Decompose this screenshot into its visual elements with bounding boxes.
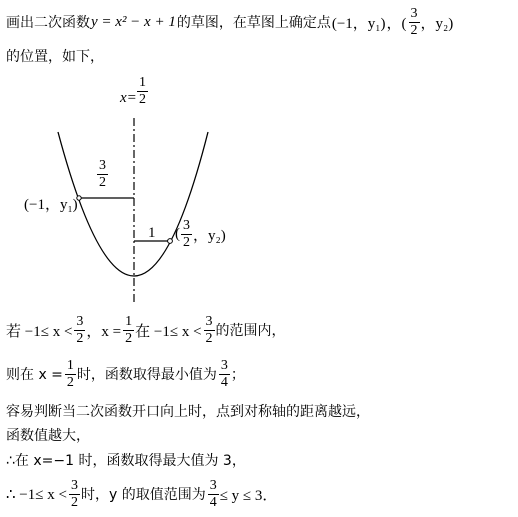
s1-text-c: 在 −1≤ x < <box>135 323 202 340</box>
s1-fraction-3 <box>204 314 215 347</box>
right-point-denominator: 2 <box>183 235 190 250</box>
right-point-marker <box>168 239 173 244</box>
left-distance-numerator: 3 <box>99 158 106 173</box>
intro-line-2: 的位置，如下， <box>6 49 104 65</box>
s6-text-a: ∴ −1≤ x < <box>6 486 67 503</box>
s1-text-b: ，x = <box>86 323 122 340</box>
s1-f1-den: 2 <box>76 330 84 346</box>
left-point-label: (−1，y₁) <box>24 197 78 213</box>
s1-fraction-2 <box>123 314 134 347</box>
point-2-tail: ，y₂) <box>420 15 454 32</box>
s1-f2-den: 2 <box>125 330 133 346</box>
s6-text-b: 时，y 的取值范围为 <box>80 487 206 503</box>
right-distance-label: 1 <box>148 225 156 241</box>
fraction-denominator: 2 <box>410 22 418 38</box>
s2-fraction-x <box>65 358 76 391</box>
intro-text-2: 的草图，在草图上确定点 <box>176 15 331 31</box>
s1-f3-den: 2 <box>205 330 213 346</box>
solution-line-1 <box>6 308 287 352</box>
s6-fx-num: 3 <box>70 477 78 493</box>
solution-line-5: ∴在 x=−1 时，函数取得最大值为 3， <box>6 453 246 469</box>
s1-f1-num: 3 <box>76 313 84 329</box>
solution-line-6 <box>6 472 278 516</box>
s2-fx-den: 2 <box>66 374 74 390</box>
s2-fraction-min <box>219 358 230 391</box>
s2-text-a: 则在 x = <box>6 367 63 383</box>
s2-min-den: 4 <box>220 374 228 390</box>
s6-fraction-x <box>69 478 80 511</box>
solution-line-2 <box>6 352 246 396</box>
s6-min-den: 4 <box>209 494 217 510</box>
right-point-tail: ，y₂) <box>193 228 226 244</box>
s2-text-c: ； <box>230 367 245 383</box>
right-point-numerator: 3 <box>183 218 190 233</box>
right-point-label <box>175 218 226 251</box>
axis-label: x= <box>120 90 137 106</box>
solution-line-3: 容易判断当二次函数开口向上时，点到对称轴的距离越远， <box>6 404 370 420</box>
parabola-curve <box>58 132 208 276</box>
s1-f2-num: 1 <box>125 313 133 329</box>
s6-fx-den: 2 <box>70 494 78 510</box>
solution-line-4: 函数值越大， <box>6 428 90 444</box>
intro-text-1: 画出二次函数 <box>6 15 90 31</box>
fraction-numerator: 3 <box>410 5 418 21</box>
s1-text-a: 若 −1≤ x < <box>6 323 73 340</box>
s6-fraction-min <box>208 478 219 511</box>
function-expression: y = x² − x + 1 <box>91 13 176 30</box>
axis-fraction <box>137 75 148 108</box>
intro-separator: ，( <box>386 15 407 32</box>
left-distance-denominator: 2 <box>99 175 106 190</box>
s1-fraction-1 <box>74 314 85 347</box>
s6-min-num: 3 <box>209 477 217 493</box>
s1-f3-num: 3 <box>205 313 213 329</box>
axis-fraction-numerator: 1 <box>139 75 146 90</box>
s2-fx-num: 1 <box>66 357 74 373</box>
axis-fraction-denominator: 2 <box>139 92 146 107</box>
right-point-open: ( <box>175 226 180 242</box>
point-1-label: (−1，y₁) <box>331 15 386 32</box>
s1-text-d: 的范围内， <box>215 323 286 339</box>
right-point-fraction <box>181 218 192 251</box>
s6-text-c: ≤ y ≤ 3． <box>219 487 278 504</box>
s2-min-num: 3 <box>220 357 228 373</box>
left-distance-label <box>97 158 108 191</box>
s2-text-b: 时，函数取得最小值为 <box>76 367 217 383</box>
